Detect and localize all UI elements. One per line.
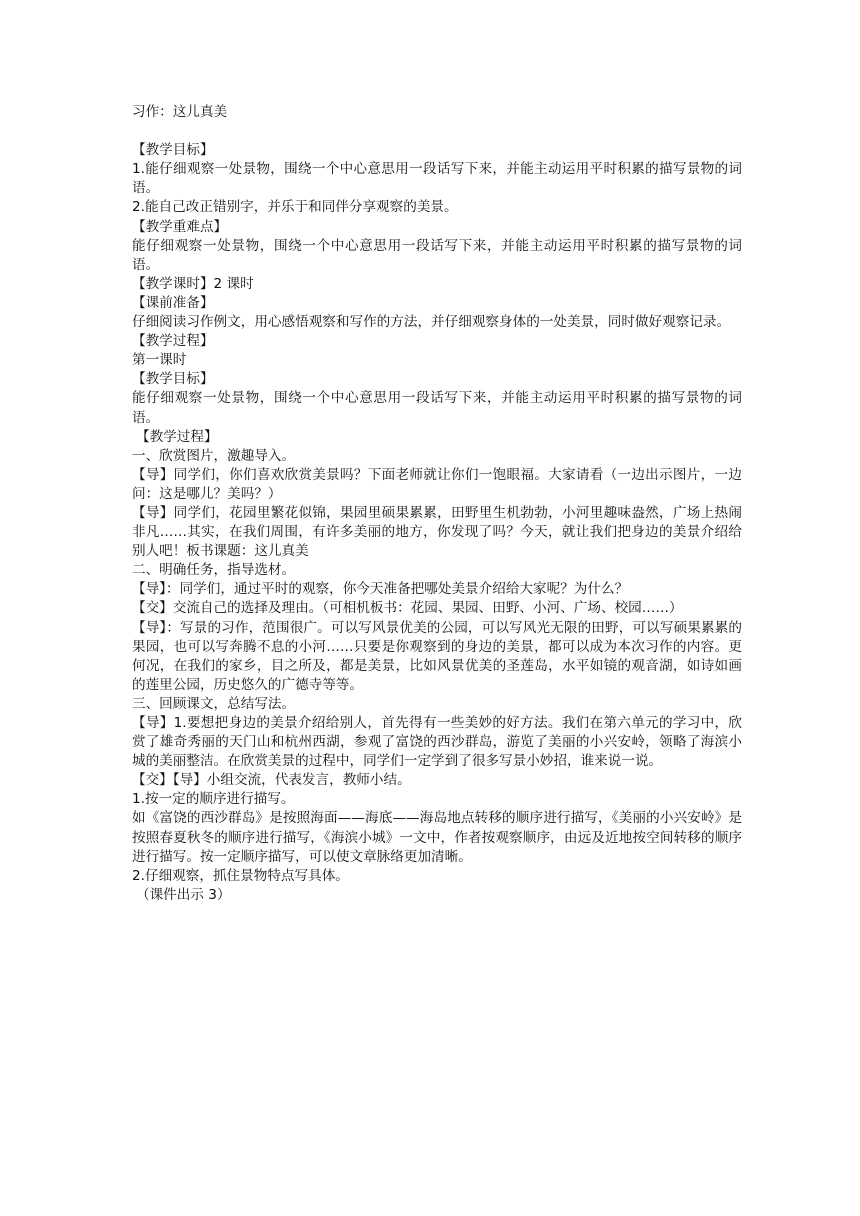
- paragraph-guide-4: 【导】：写景的习作，范围很广。可以写风景优美的公园，可以写风光无限的田野，可以写硕果累累的果园，也可以写奔腾不息的小河……只要是你观察到的身边的美景，都可以成为本次习作的内容。更何况，在我们的家乡，目之所及，都是美景，比如风景优美的圣莲岛，水平如镜的观音湖，如诗如画的莲里公园，历史悠久的广德寺等等。: [132, 619, 742, 693]
- heading-key-points: 【教学重难点】: [132, 218, 228, 235]
- paragraph-method-1: 如《富饶的西沙群岛》是按照海面——海底——海岛地点转移的顺序进行描写，《美丽的小兴安岭》是按照春夏秋冬的顺序进行描写，《海滨小城》一文中，作者按观察顺序，由远及近地按空间转移的顺序进行描写。按一定顺序描写，可以使文章脉络更加清晰。: [132, 810, 742, 865]
- paragraph-guide-1: 【导】同学们，你们喜欢欣赏美景吗？下面老师就让你们一饱眼福。大家请看（一边出示图片，一边问：这是哪儿？美吗？）: [132, 466, 742, 502]
- heading-teaching-goals: 【教学目标】: [132, 142, 214, 159]
- paragraph-guide-3: 【导】：同学们，通过平时的观察，你今天准备把哪处美景介绍给大家呢？为什么？: [132, 581, 629, 598]
- heading-preparation: 【课前准备】: [132, 294, 214, 311]
- heading-lesson-process: 【教学过程】: [136, 428, 218, 445]
- heading-first-lesson: 第一课时: [132, 352, 187, 369]
- document-page: [132, 103, 742, 905]
- heading-class-hours: 【教学课时】2 课时: [132, 275, 254, 292]
- paragraph-goal-2: 2.能自己改正错别字，并乐于和同伴分享观察的美景。: [132, 199, 458, 216]
- paragraph-goal-1: 1.能仔细观察一处景物，围绕一个中心意思用一段话写下来，并能主动运用平时积累的描写景物的词语。: [132, 161, 742, 197]
- method-1-title: 1.按一定的顺序进行描写。: [132, 791, 295, 808]
- paragraph-exchange-2: 【交】【导】小组交流，代表发言，教师小结。: [132, 772, 411, 789]
- paragraph-guide-5: 【导】1.要想把身边的美景介绍给别人，首先得有一些美妙的好方法。我们在第六单元的学习中，欣赏了雄奇秀丽的天门山和杭州西湖，参观了富饶的西沙群岛，游览了美丽的小兴安岭，领略了海滨小城的美丽整洁。在欣赏美景的过程中，同学们一定学到了很多写景小妙招，谁来说一说。: [132, 715, 742, 770]
- document-title: 习作：这儿真美: [132, 104, 228, 120]
- paragraph-lesson-goals: 能仔细观察一处景物，围绕一个中心意思用一段话写下来，并能主动运用平时积累的描写景物的词语。: [132, 390, 742, 426]
- paragraph-key-points: 能仔细观察一处景物，围绕一个中心意思用一段话写下来，并能主动运用平时积累的描写景物的词语。: [132, 237, 742, 273]
- heading-teaching-process: 【教学过程】: [132, 333, 214, 350]
- section-1-title: 一、欣赏图片，激趣导入。: [132, 447, 296, 464]
- section-2-title: 二、明确任务，指导选材。: [132, 562, 296, 579]
- method-2-title: 2.仔细观察，抓住景物特点写具体。: [132, 867, 349, 884]
- paragraph-exchange-1: 【交】交流自己的选择及理由。（可相机板书：花园、果园、田野、小河、广场、校园……）: [132, 600, 683, 617]
- paragraph-guide-2: 【导】同学们，花园里繁花似锦，果园里硕果累累，田野里生机勃勃，小河里趣味盎然，广场上热闹非凡……其实，在我们周围，有许多美丽的地方，你发现了吗？今天，就让我们把身边的美景介绍给别人吧！板书课题：这儿真美: [132, 504, 742, 560]
- paragraph-preparation: 仔细阅读习作例文，用心感悟观察和写作的方法，并仔细观察身体的一处美景，同时做好观察记录。: [132, 314, 731, 331]
- heading-lesson-goals: 【教学目标】: [132, 371, 214, 388]
- section-3-title: 三、回顾课文，总结写法。: [132, 695, 296, 712]
- courseware-note: （课件出示 3）: [136, 886, 231, 903]
